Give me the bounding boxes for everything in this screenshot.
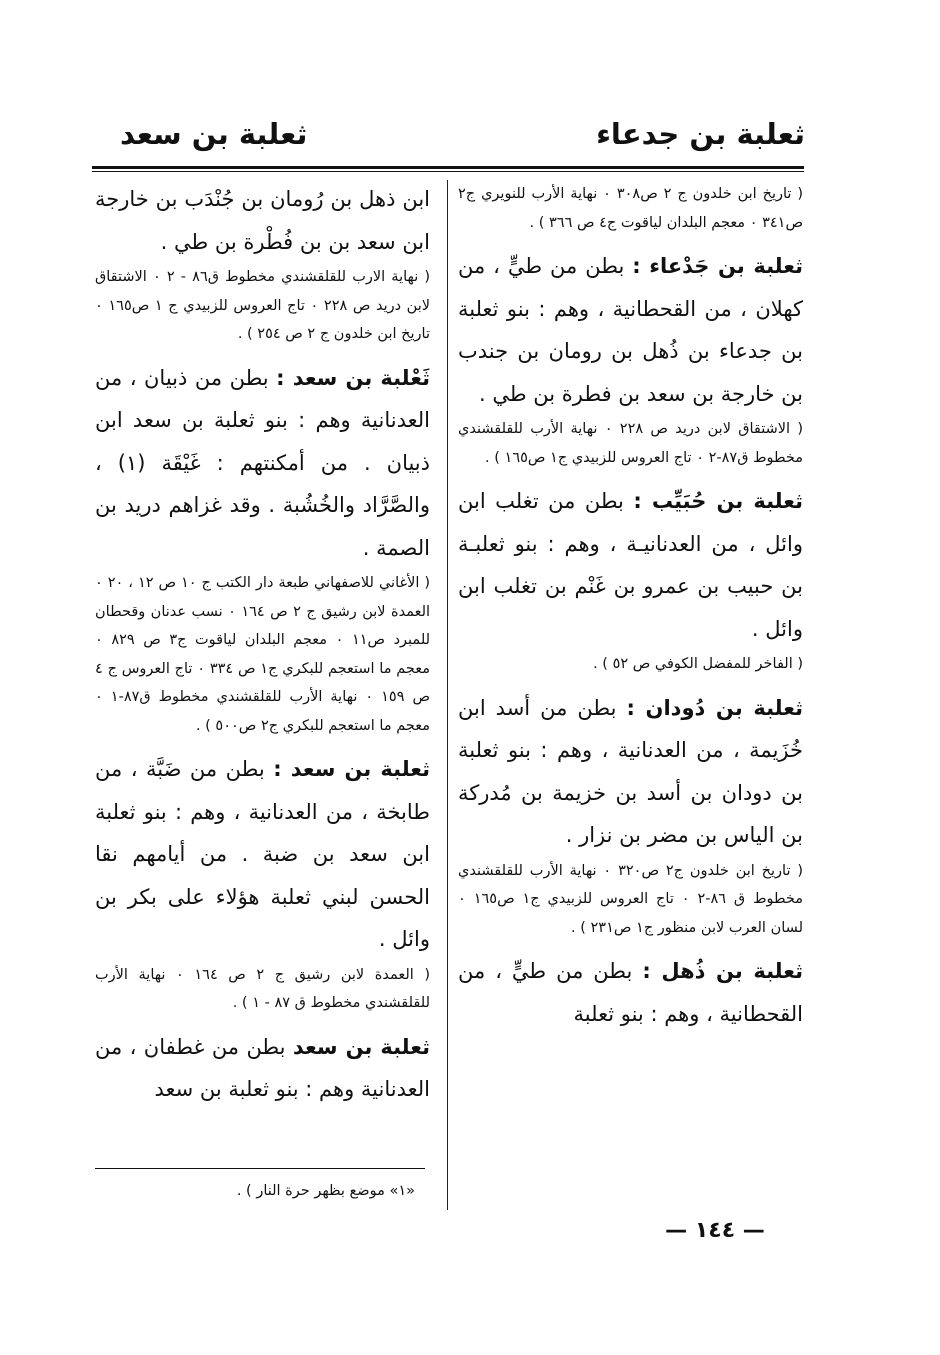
reference-note: ( تاريخ ابن خلدون ج ٢ ص٣٠٨ ٠ نهاية الأرب للنويري ج٢ ص٣٤١ ٠ معجم البلدان لياقوت ج٤ ص ٣٦٦ ) .	[458, 186, 803, 231]
entry-headword: ثَعْلبة بن سعد :	[276, 365, 430, 390]
entry-body	[95, 357, 430, 570]
entry-text: بطن من غطفان ، من العدنانية وهم : بنو ثعلبة بن سعد	[95, 1034, 430, 1101]
entry-thaalaba-dudan	[458, 687, 803, 943]
entry-body	[458, 480, 803, 650]
entry-thaalaba-saad-dhubyan	[95, 357, 430, 741]
entry-headword: ثعلبة بن دُودان :	[626, 695, 803, 720]
footnote: «١» موضع بظهر حرة النار ) .	[236, 1183, 415, 1199]
entry-body	[458, 950, 803, 1035]
entry-headword: ثعلبة بن جَدْعاء :	[632, 254, 803, 278]
reference-note: ( الاشتقاق لابن دريد ص ٢٢٨ ٠ نهاية الأرب للقلقشندي مخطوط ق٨٧-٢ ٠ تاج العروس للزبيدي ج١ ص١٦٥ ) .	[458, 421, 804, 466]
entry-thaalaba-saad-ghatafan	[95, 1026, 430, 1111]
entry-thaalaba-jadaa	[458, 245, 803, 472]
page-number: — ١٤٤ —	[665, 1218, 765, 1243]
entry-thaalaba-habib	[458, 480, 803, 679]
column-divider	[447, 180, 448, 1210]
header-rule-thin	[92, 171, 804, 172]
entry-body	[95, 748, 430, 961]
entry-headword: ثعلبة بن ذُهل :	[642, 959, 803, 983]
entry-thaalaba-saad-dabba	[95, 748, 430, 1018]
entry-text: بطن من طيٍّ ، من القحطانية ، وهم : بنو ثعلبة	[458, 959, 803, 1026]
entry-text: بطن من ضَبَّة ، من طابخة ، من العدنانية ، وهم : بنو ثعلبة ابن سعد بن ضبة . من أيامهم نقا الحسن لبني ثعلبة هؤلاء على بكر بن وائل .	[95, 757, 430, 951]
footnote-rule	[95, 1168, 425, 1169]
entry-continuation: ابن ذهل بن رُومان بن جُنْدَب بن خارجة ابن سعد بن بن فُطْرة بن طي .	[95, 187, 430, 254]
entry-thaalaba-dhuhl	[458, 950, 803, 1035]
running-head-left: ثعلبة بن سعد	[120, 117, 308, 151]
header-rule	[92, 166, 804, 169]
entry-text: بطن من تغلب ابن وائل ، من العدنانيـة ، وهم : بنو ثعلبـة بن حبيب بن عمرو بن غَنْم بن تغلب ابن وائل .	[458, 489, 803, 641]
entry-headword: ثعلبة بن حُبَيِّب :	[633, 489, 803, 513]
reference-note: ( نهاية الارب للقلقشندي مخطوط ق٨٦ - ٢ ٠ الاشتقاق لابن دريد ص ٢٢٨ ٠ تاج العروس للزبيدي ج ١ ص١٦٥ ٠ تاريخ ابن خلدون ج ٢ ص ٢٥٤ ) .	[95, 269, 431, 342]
reference-note: ( الفاخر للمفضل الكوفي ص ٥٢ ) .	[593, 656, 803, 672]
entry-headword: ثعلبة بن سعد	[292, 1034, 430, 1059]
entry-text: بطن من ذبيان ، من العدنانية وهم : بنو ثعلبة بن سعد ابن ذبيان . من أمكنتهم : غَيْقَة (١) ، والصَّرَّاد والخُشُبة . وقد غزاهم دريد بن الصمة .	[95, 365, 431, 560]
entry-headword: ثعلبة بن سعد :	[273, 757, 430, 781]
reference-note: ( الأغاني للاصفهاني طبعة دار الكتب ج ١٠ ص ١٢ ، ٢٠ ٠ العمدة لابن رشيق ج ٢ ص ١٦٤ ٠ نسب عدنان وقحطان للمبرد ص١١ ٠ معجم البلدان لياقوت ج٣ ص ٨٢٩ ٠ معجم ما استعجم للبكري ج١ ص ٣٣٤ ٠ تاج العروس ج ٤ ص ١٥٩ ٠ نهاية الأرب للقلقشندي مخطوط ق٨٧-١ ٠ معجم ما استعجم للبكري ج٢ ص٥٠٠ ) .	[95, 575, 431, 734]
reference-note: ( تاريخ ابن خلدون ج٢ ص٣٢٠ ٠ نهاية الأرب للقلقشندي مخطوط ق ٨٦-٢ ٠ تاج العروس للزبيدي ج١ ص١٦٥ ٠ لسان العرب لابن منظور ج١ ص٢٣١ ) .	[458, 862, 804, 936]
entry-text: بطن من أسد ابن خُزَيمة ، من العدنانية ، وهم : بنو ثعلبة بن دودان بن أسد بن خزيمة بن مُدركة بن الياس بن مضر بن نزار .	[458, 695, 803, 847]
entry-body	[458, 245, 803, 415]
entry-text: بطن من طيٍّ ، من كهلان ، من القحطانية ، وهم : بنو ثعلبة بن جدعاء بن ذُهل بن رومان بن جندب بن خارجة بن سعد بن فطرة بن طي .	[458, 254, 803, 406]
left-column	[95, 178, 430, 1111]
right-column	[458, 178, 803, 1035]
entry-body	[95, 1026, 430, 1111]
entry-body	[458, 687, 803, 857]
running-head-right: ثعلبة بن جدعاء	[596, 117, 805, 151]
reference-note: ( العمدة لابن رشيق ج ٢ ص ١٦٤ ٠ نهاية الأرب للقلقشندي مخطوط ق ٨٧ - ١ ) .	[95, 966, 431, 1011]
